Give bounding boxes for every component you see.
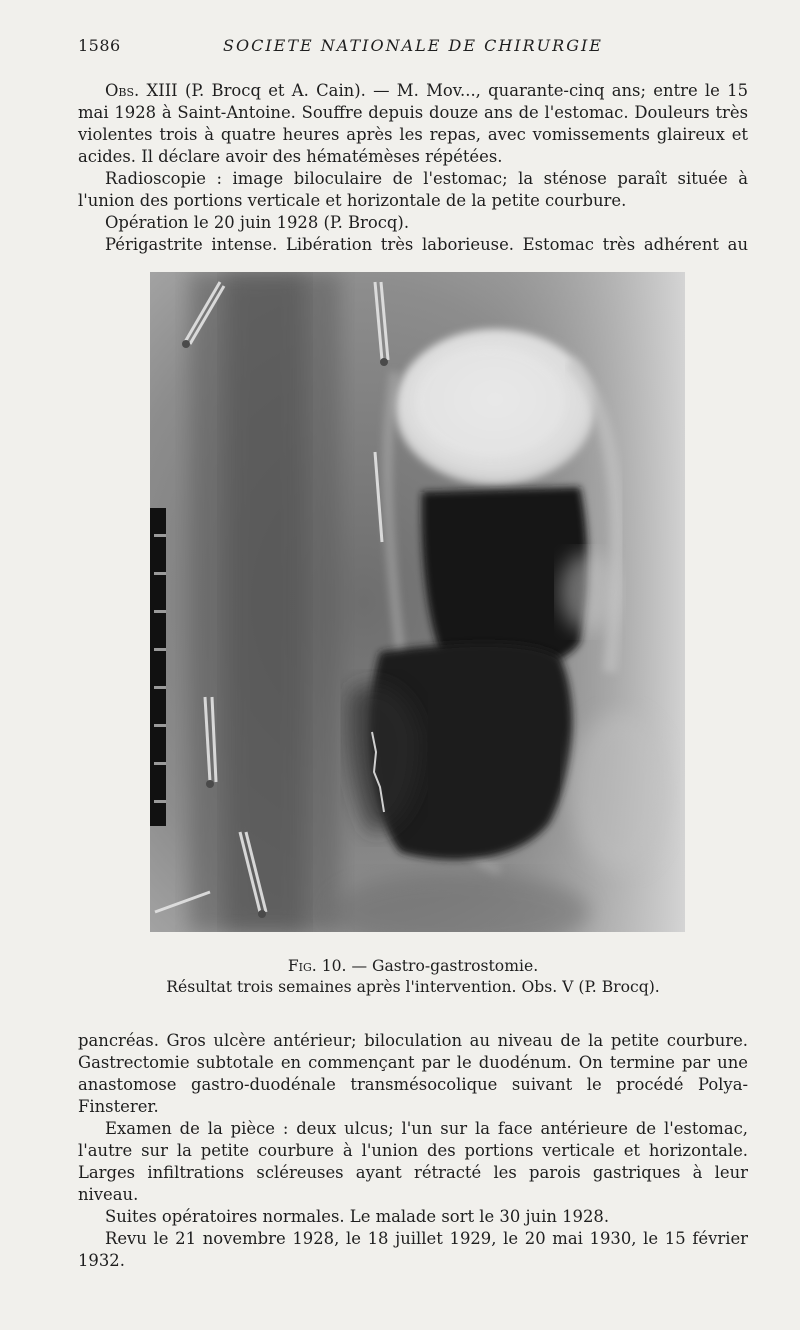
paragraph-postoperative: Suites opératoires normales. Le malade sort le 30 juin 1928. — [105, 1207, 610, 1226]
figure-caption-description: Résultat trois semaines après l'intervention. Obs. V (P. Brocq). — [166, 978, 660, 996]
running-title: SOCIETE NATIONALE DE CHIRURGIE — [223, 36, 603, 55]
observation-label: Obs. XIII — [105, 81, 178, 100]
page-header — [78, 36, 748, 60]
paragraph-perigastritis: Périgastrite intense. Libération très laborieuse. Estomac très adhérent au — [105, 235, 748, 254]
paragraph-pancreas: pancréas. Gros ulcère antérieur; biloculation au niveau de la petite courbure. Gastrectomie subtotale en commençant par le duodénum. On termine par une anastomose gastro-duodénale transmésocolique suivant le procédé Polya-Finsterer. — [78, 1031, 748, 1116]
figure-label: Fig. 10. — [287, 957, 347, 975]
paragraph-followup: Revu le 21 novembre 1928, le 18 juillet 1929, le 20 mai 1930, le 15 février 1932. — [78, 1229, 748, 1270]
figure-caption-title — [78, 956, 748, 977]
body-text-top — [78, 80, 748, 256]
figure-title: — Gastro-gastrostomie. — [346, 957, 539, 975]
page-number: 1586 — [78, 36, 121, 55]
radiograph-image — [150, 272, 685, 932]
radiograph-figure — [150, 272, 685, 932]
paragraph-observation — [78, 80, 748, 168]
observation-text: (P. Brocq et A. Cain). — M. Mov..., quarante-cinq ans; entre le 15 mai 1928 à Saint-Antoine. Souffre depuis douze ans de l'estomac. Douleurs très violentes trois à quatre heures après les repas, avec vomissements glaireux et acides. Il déclare avoir des hématémèses répétées. — [78, 81, 749, 166]
paragraph-examination: Examen de la pièce : deux ulcus; l'un sur la face antérieure de l'estomac, l'autre sur la petite courbure à l'union des portions verticale et horizontale. Larges infiltrations scléreuses ayant rétracté les parois gastriques à leur niveau. — [78, 1119, 748, 1204]
body-text-bottom — [78, 1030, 748, 1272]
paragraph-operation: Opération le 20 juin 1928 (P. Brocq). — [105, 213, 410, 232]
paragraph-radioscopy: Radioscopie : image biloculaire de l'estomac; la sténose paraît située à l'union des portions verticale et horizontale de la petite courbure. — [78, 169, 748, 210]
